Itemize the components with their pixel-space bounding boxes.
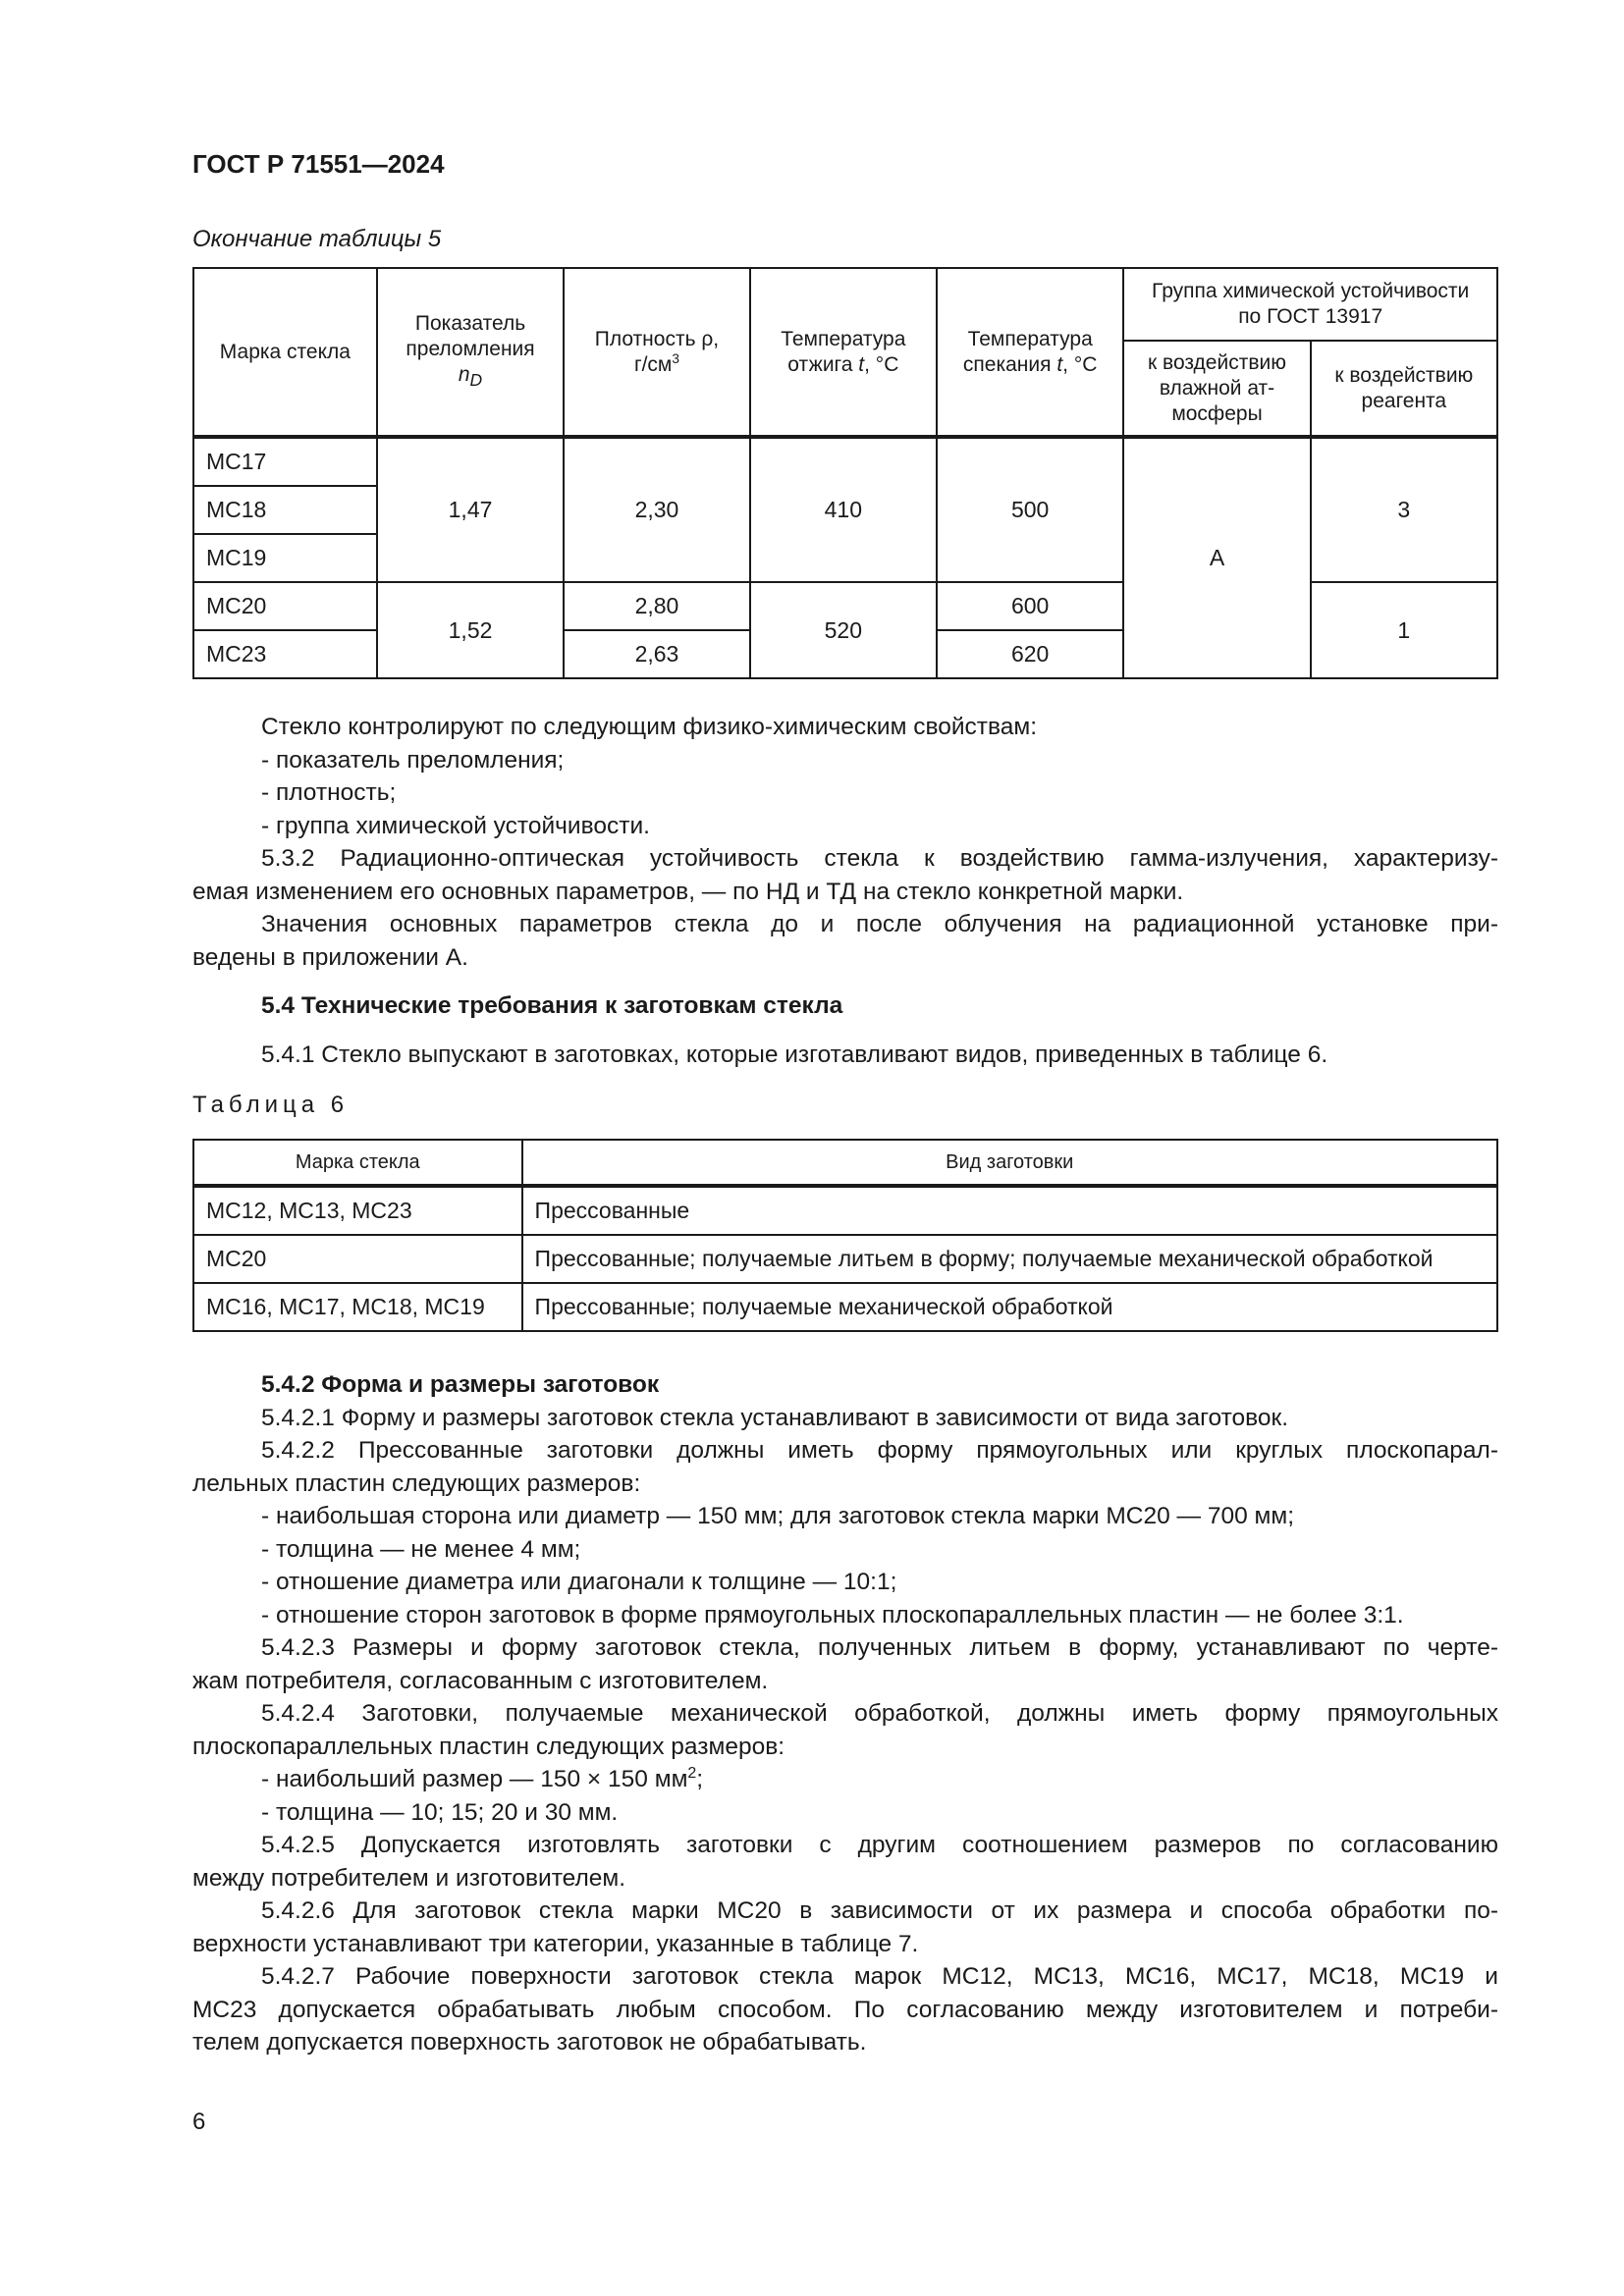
paragraph: 5.4.2.1 Форму и размеры заготовок стекла устанавливают в зависимости от вида заготовок. bbox=[261, 1404, 1289, 1431]
header-refraction: Показатель преломления $n_D$ bbox=[377, 268, 565, 437]
header-reagent: к воздействию реагента bbox=[1311, 341, 1497, 437]
table-5 bbox=[192, 267, 1498, 679]
paragraph-line: плоскопараллельных пластин следующих размеров: bbox=[192, 1733, 785, 1760]
sinter-cell: 500 bbox=[937, 437, 1123, 582]
table-row bbox=[193, 1283, 1497, 1331]
page-number: 6 bbox=[192, 2109, 206, 2135]
paragraph-line: верхности устанавливают три категории, указанные в таблице 7. bbox=[192, 1930, 919, 1957]
paragraph-line: 5.4.2.5 Допускается изготовлять заготовки с другим соотношением размеров по согласованию bbox=[261, 1832, 1498, 1858]
anneal-cell: 410 bbox=[750, 437, 937, 582]
density-cell: 2,30 bbox=[564, 437, 749, 582]
text-block-2 bbox=[192, 1368, 1498, 2059]
brand-cell: МС19 bbox=[193, 534, 377, 582]
brand-cell: МС23 bbox=[193, 630, 377, 678]
refraction-cell: 1,52 bbox=[377, 582, 565, 678]
type-cell: Прессованные; получаемые литьем в форму; получаемые механической обработкой bbox=[522, 1235, 1497, 1283]
list-item: - отношение сторон заготовок в форме прямоугольных плоскопараллельных пластин — не более 3:1. bbox=[261, 1601, 1404, 1629]
paragraph-line: 5.4.2.3 Размеры и форму заготовок стекла, полученных литьем в форму, устанавливают по черте- bbox=[261, 1634, 1498, 1661]
header-anneal-temp: Температура отжига t, °С bbox=[750, 268, 937, 437]
list-item: - толщина — не менее 4 мм; bbox=[261, 1535, 581, 1563]
header-brand: Марка стекла bbox=[193, 1140, 522, 1186]
header-blank-type: Вид заготовки bbox=[522, 1140, 1497, 1186]
humid-cell: А bbox=[1123, 437, 1310, 678]
list-item: - группа химической устойчивости. bbox=[261, 812, 650, 839]
paragraph-line: емая изменением его основных параметров, — по НД и ТД на стекло конкретной марки. bbox=[192, 878, 1184, 905]
brand-cell: МС16, МС17, МС18, МС19 bbox=[193, 1283, 522, 1331]
list-item: - наибольшая сторона или диаметр — 150 мм; для заготовок стекла марки МС20 — 700 мм; bbox=[261, 1503, 1295, 1529]
section-heading: 5.4.2 Форма и размеры заготовок bbox=[261, 1371, 660, 1398]
table-row bbox=[193, 1186, 1497, 1235]
paragraph-line: 5.4.2.7 Рабочие поверхности заготовок стекла марок МС12, МС13, МС16, МС17, МС18, МС19 и bbox=[261, 1963, 1498, 1990]
header-chem-group: Группа химической устойчивости по ГОСТ 13917 bbox=[1123, 268, 1497, 341]
text-block-1 bbox=[192, 711, 1498, 1071]
type-cell: Прессованные bbox=[522, 1186, 1497, 1235]
reagent-cell: 1 bbox=[1311, 582, 1497, 678]
header-humid: к воздействию влажной ат- мосферы bbox=[1123, 341, 1310, 437]
header-density: Плотность ρ, $г/см^3$ bbox=[564, 268, 749, 437]
paragraph: 5.4.1 Стекло выпускают в заготовках, которые изготавливают видов, приведенных в таблице 6. bbox=[261, 1041, 1328, 1068]
paragraph-line: ведены в приложении А. bbox=[192, 943, 468, 971]
list-item: - толщина — 10; 15; 20 и 30 мм. bbox=[261, 1798, 619, 1826]
paragraph-line: жам потребителя, согласованным с изготовителем. bbox=[192, 1667, 769, 1694]
brand-cell: МС20 bbox=[193, 582, 377, 630]
paragraph-line: Значения основных параметров стекла до и после облучения на радиационной установке при- bbox=[261, 911, 1498, 937]
paragraph-line: МС23 допускается обрабатывать любым способом. По согласованию между изготовителем и потреби- bbox=[192, 1996, 1498, 2023]
paragraph-line: 5.4.2.4 Заготовки, получаемые механической обработкой, должны иметь форму прямоугольных bbox=[261, 1700, 1498, 1727]
paragraph-line: 5.4.2.2 Прессованные заготовки должны иметь форму прямоугольных или круглых плоскопарал- bbox=[261, 1437, 1498, 1464]
header-sinter-temp: Температура спекания t, °С bbox=[937, 268, 1123, 437]
anneal-cell: 520 bbox=[750, 582, 937, 678]
paragraph-line: 5.4.2.6 Для заготовок стекла марки МС20 в зависимости от их размера и способа обработки по- bbox=[261, 1897, 1498, 1924]
paragraph-line: 5.3.2 Радиационно-оптическая устойчивость стекла к воздействию гамма-излучения, характеризу- bbox=[261, 845, 1498, 872]
sinter-cell: 600 bbox=[937, 582, 1123, 630]
list-item: - наибольший размер — 150 × 150 $мм^2$; bbox=[261, 1764, 704, 1792]
table-row bbox=[193, 437, 1497, 486]
brand-cell: МС12, МС13, МС23 bbox=[193, 1186, 522, 1235]
brand-cell: МС20 bbox=[193, 1235, 522, 1283]
document-header: ГОСТ Р 71551—2024 bbox=[192, 149, 445, 179]
paragraph-line: телем допускается поверхность заготовок не обрабатывать. bbox=[192, 2029, 867, 2056]
paragraph-line: лельных пластин следующих размеров: bbox=[192, 1469, 641, 1497]
paragraph: Стекло контролируют по следующим физико-химическим свойствам: bbox=[261, 714, 1038, 740]
sinter-cell: 620 bbox=[937, 630, 1123, 678]
table5-caption: Окончание таблицы 5 bbox=[192, 226, 442, 252]
brand-cell: МС17 bbox=[193, 437, 377, 486]
brand-cell: МС18 bbox=[193, 486, 377, 534]
list-item: - отношение диаметра или диагонали к толщине — 10:1; bbox=[261, 1569, 897, 1595]
paragraph-line: между потребителем и изготовителем. bbox=[192, 1864, 626, 1892]
table-6 bbox=[192, 1139, 1498, 1332]
section-heading: 5.4 Технические требования к заготовкам стекла bbox=[261, 992, 843, 1019]
table-row bbox=[193, 1235, 1497, 1283]
header-brand: Марка стекла bbox=[193, 268, 377, 437]
refraction-cell: 1,47 bbox=[377, 437, 565, 582]
table6-caption: Таблица 6 bbox=[192, 1092, 350, 1118]
reagent-cell: 3 bbox=[1311, 437, 1497, 582]
list-item: - показатель преломления; bbox=[261, 746, 565, 774]
type-cell: Прессованные; получаемые механической обработкой bbox=[522, 1283, 1497, 1331]
list-item: - плотность; bbox=[261, 779, 397, 806]
density-cell: 2,80 bbox=[564, 582, 749, 630]
density-cell: 2,63 bbox=[564, 630, 749, 678]
